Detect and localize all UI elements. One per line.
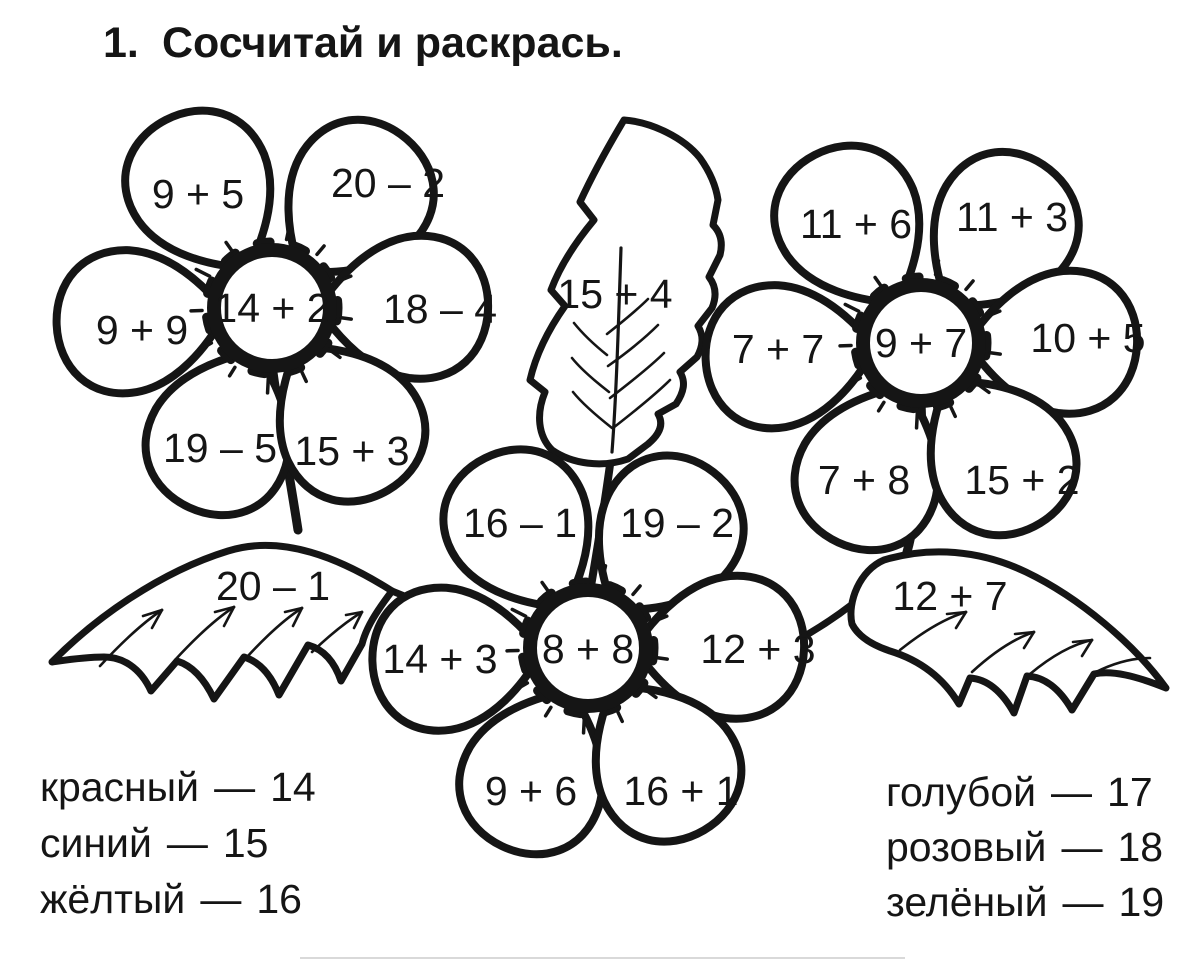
legend-color-name: зелёный [886, 879, 1048, 925]
petal-expression-top-left: 9 + 5 [151, 171, 245, 217]
page-title [103, 19, 623, 67]
legend-dash: — [166, 820, 208, 866]
leaf-right-expression: 12 + 7 [892, 573, 1008, 619]
petal-expression-top-right: 19 – 2 [620, 500, 734, 546]
petal-expression-bottom-left: 19 – 5 [163, 425, 277, 471]
color-legend-left [40, 764, 316, 922]
petal-expression-bottom-left: 9 + 6 [484, 768, 578, 814]
leaf-left-expression: 20 – 1 [216, 563, 330, 609]
flower-center-expression: 8 + 8 [541, 626, 635, 672]
petal-expression-bottom-left: 7 + 8 [817, 457, 911, 503]
petal-expression-top-right: 11 + 3 [955, 194, 1069, 240]
legend-entry [40, 764, 316, 810]
legend-value: 14 [270, 764, 316, 810]
task-number: 1. [103, 19, 139, 67]
leaf-middle-expression: 15 + 4 [557, 271, 673, 317]
petal-expression-left: 9 + 9 [95, 307, 189, 353]
leaf-right [851, 552, 1166, 713]
legend-entry [886, 879, 1164, 925]
leaf-left [52, 545, 392, 699]
flower-center-expression: 14 + 2 [214, 285, 330, 331]
legend-value: 16 [256, 876, 302, 922]
flower-top-right [700, 120, 1146, 570]
color-legend-right [886, 769, 1164, 925]
legend-dash: — [200, 876, 242, 922]
petal-expression-top-right: 20 – 2 [331, 160, 445, 206]
legend-color-name: розовый [886, 824, 1047, 870]
legend-value: 18 [1117, 824, 1164, 870]
legend-value: 17 [1107, 769, 1153, 815]
legend-color-name: красный [40, 764, 200, 810]
legend-dash: — [214, 764, 256, 810]
petal-expression-right: 12 + 3 [700, 626, 816, 672]
petal-expression-bottom-right: 15 + 3 [294, 428, 410, 474]
leaf-middle [530, 120, 721, 464]
petal-expression-left: 14 + 3 [382, 636, 498, 682]
flower-bottom-middle [367, 425, 815, 875]
flower-center-expression: 9 + 7 [874, 320, 968, 366]
legend-color-name: голубой [886, 769, 1037, 815]
legend-value: 15 [222, 820, 269, 866]
legend-dash: — [1051, 769, 1093, 815]
legend-color-name: синий [40, 820, 152, 866]
legend-entry [40, 820, 268, 866]
legend-dash: — [1061, 824, 1103, 870]
legend-color-name: жёлтый [40, 876, 186, 922]
petal-expression-top-left: 16 – 1 [463, 500, 577, 546]
petal-expression-right: 18 – 4 [383, 286, 497, 332]
legend-entry [40, 876, 302, 922]
legend-value: 19 [1118, 879, 1165, 925]
petal-expression-left: 7 + 7 [731, 326, 825, 372]
petal-expression-right: 10 + 5 [1030, 315, 1146, 361]
legend-entry [886, 824, 1163, 870]
petal-expression-bottom-right: 15 + 2 [964, 457, 1080, 503]
legend-entry [886, 769, 1153, 815]
petal-expression-top-left: 11 + 6 [799, 201, 913, 247]
petal-expression-bottom-right: 16 + 1 [623, 768, 739, 814]
flower-top-left [51, 85, 497, 535]
legend-dash: — [1062, 879, 1104, 925]
task-text: Сосчитай и раскрась. [162, 19, 623, 67]
